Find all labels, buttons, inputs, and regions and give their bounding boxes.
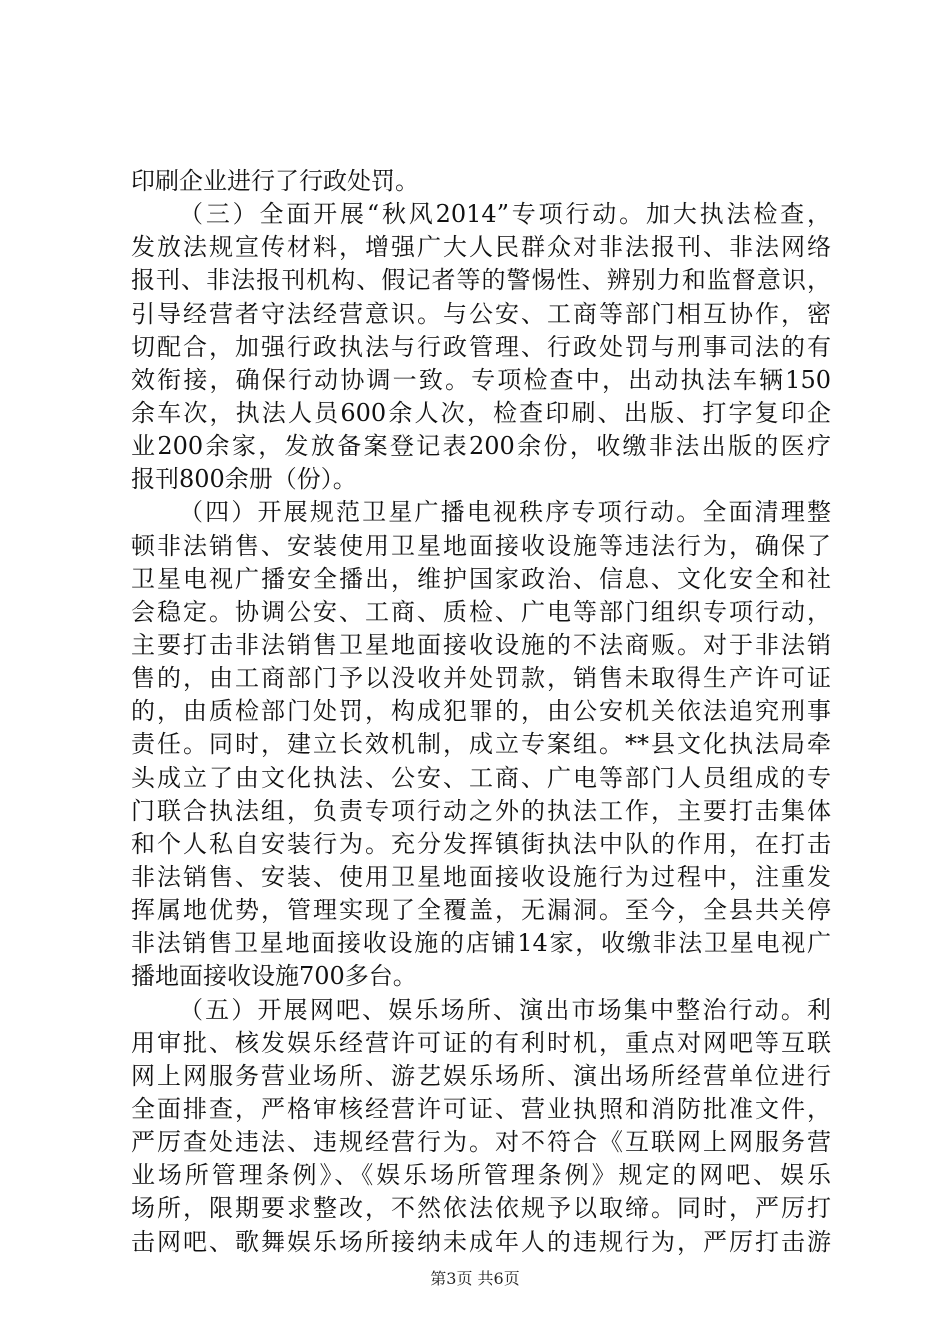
- text-line: 业场所管理条例》、《娱乐场所管理条例》规定的网吧、娱乐: [131, 1161, 831, 1190]
- text-line: 业200余家，发放备案登记表200余份，收缴非法出版的医疗: [131, 432, 831, 461]
- section-heading-line: （三）全面开展“秋风2014”专项行动。加大执法检查，: [179, 200, 831, 229]
- text-line: 售的，由工商部门予以没收并处罚款，销售未取得生产许可证: [131, 664, 831, 693]
- text-line: 门联合执法组，负责专项行动之外的执法工作，主要打击集体: [131, 796, 831, 825]
- text-line: 的，由质检部门处罚，构成犯罪的，由公安机关依法追究刑事: [131, 697, 831, 726]
- text-line: 非法销售、安装、使用卫星地面接收设施行为过程中，注重发: [131, 862, 831, 891]
- text-line: 会稳定。协调公安、工商、质检、广电等部门组织专项行动，: [131, 597, 831, 626]
- text-line: 播地面接收设施700多台。: [131, 962, 417, 991]
- text-line: 切配合，加强行政执法与行政管理、行政处罚与刑事司法的有: [131, 332, 831, 361]
- text-line: 非法销售卫星地面接收设施的店铺14家，收缴非法卫星电视广: [131, 929, 831, 958]
- text-line: 击网吧、歌舞娱乐场所接纳未成年人的违规行为，严厉打击游: [131, 1227, 831, 1256]
- text-line: 余车次，执法人员600余人次，检查印刷、出版、打字复印企: [131, 398, 831, 427]
- text-line: 头成立了由文化执法、公安、工商、广电等部门人员组成的专: [131, 763, 831, 792]
- text-line: 责任。同时，建立长效机制，成立专案组。**县文化执法局牵: [131, 730, 831, 759]
- text-line: 发放法规宣传材料，增强广大人民群众对非法报刊、非法网络: [131, 233, 831, 262]
- page-number-footer: 第3页 共6页: [430, 1269, 520, 1288]
- text-line: 主要打击非法销售卫星地面接收设施的不法商贩。对于非法销: [131, 630, 831, 659]
- section-heading-line: （四）开展规范卫星广播电视秩序专项行动。全面清理整: [179, 498, 831, 527]
- text-line: 报刊、非法报刊机构、假记者等的警惕性、辨别力和监督意识，: [131, 266, 831, 295]
- text-line: 和个人私自安装行为。充分发挥镇街执法中队的作用，在打击: [131, 829, 831, 858]
- section-heading-line: （五）开展网吧、娱乐场所、演出市场集中整治行动。利: [179, 995, 831, 1024]
- text-line: 印刷企业进行了行政处罚。: [131, 167, 419, 195]
- text-line: 严厉查处违法、违规经营行为。对不符合《互联网上网服务营: [131, 1128, 831, 1157]
- text-line: 网上网服务营业场所、游艺娱乐场所、演出场所经营单位进行: [131, 1061, 831, 1090]
- text-line: 效衔接，确保行动协调一致。专项检查中，出动执法车辆150: [131, 365, 831, 394]
- text-line: 报刊800余册（份）。: [131, 465, 357, 494]
- text-line: 引导经营者守法经营意识。与公安、工商等部门相互协作，密: [131, 299, 831, 328]
- text-line: 场所，限期要求整改，不然依法依规予以取缔。同时，严厉打: [131, 1194, 831, 1223]
- text-line: 卫星电视广播安全播出，维护国家政治、信息、文化安全和社: [131, 564, 831, 593]
- text-line: 挥属地优势，管理实现了全覆盖，无漏洞。至今，全县共关停: [131, 896, 831, 925]
- text-line: 顿非法销售、安装使用卫星地面接收设施等违法行为，确保了: [131, 531, 831, 560]
- document-body: [131, 165, 831, 1259]
- text-line: 全面排查，严格审核经营许可证、营业执照和消防批准文件，: [131, 1094, 831, 1123]
- text-line: 用审批、核发娱乐经营许可证的有利时机，重点对网吧等互联: [131, 1028, 831, 1057]
